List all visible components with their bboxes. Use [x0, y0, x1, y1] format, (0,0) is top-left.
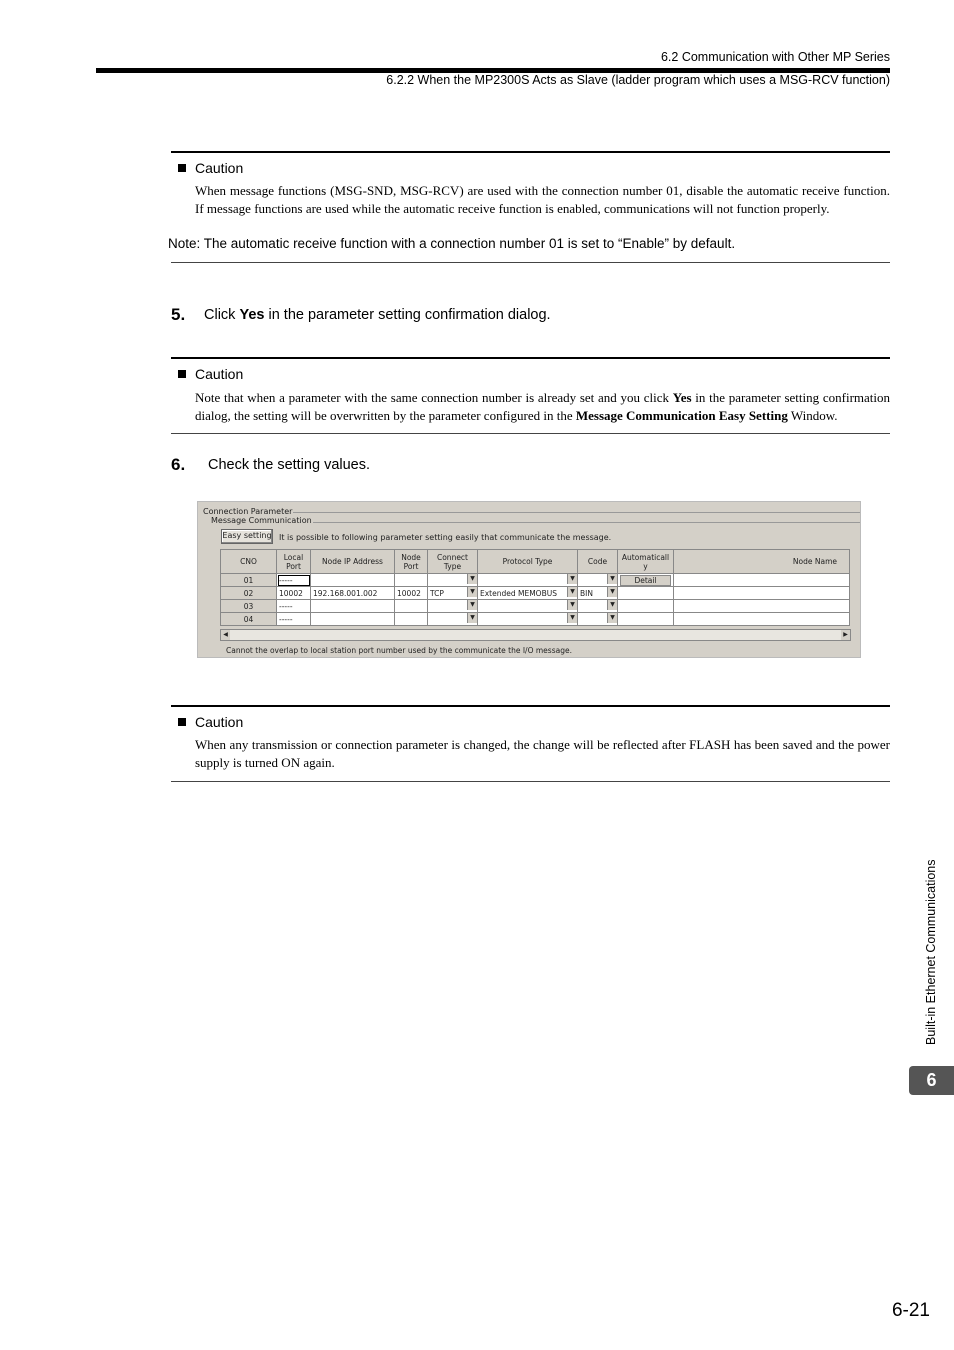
dropdown-arrow-icon[interactable]: ▼ [567, 574, 577, 584]
header-section: 6.2 Communication with Other MP Series [660, 50, 890, 64]
row-auto [618, 613, 674, 626]
row-code[interactable] [578, 587, 618, 600]
caution2-bold-a: Yes [672, 390, 692, 405]
col-node-port: Node Port [395, 550, 428, 574]
bullet-square-icon [178, 718, 186, 726]
step5-pre: Click [204, 307, 240, 323]
row-node-name[interactable] [674, 574, 850, 587]
note-text: Note: The automatic receive function with a connection number 01 is set to “Enable” by default. [168, 236, 736, 251]
row-ip[interactable] [311, 600, 395, 613]
col-node-ip: Node IP Address [311, 550, 395, 574]
row-node-name[interactable] [674, 613, 850, 626]
row-code-value: BIN [580, 588, 593, 598]
caution3-top-rule [171, 705, 890, 707]
row-node-name[interactable] [674, 600, 850, 613]
row-protocol-value: Extended MEMOBUS [480, 588, 557, 598]
row-node-port[interactable] [395, 600, 428, 613]
table-row [221, 600, 850, 613]
col-code: Code [578, 550, 618, 574]
row-protocol[interactable] [478, 600, 578, 613]
caution1-bottom-rule [171, 262, 890, 263]
row-connect-type[interactable] [428, 613, 478, 626]
easy-setting-hint: It is possible to following parameter setting easily that communicate the message. [279, 533, 612, 542]
dropdown-arrow-icon[interactable]: ▼ [607, 574, 617, 584]
dropdown-arrow-icon[interactable]: ▼ [607, 600, 617, 610]
caution2-title: Caution [195, 366, 244, 382]
row-protocol[interactable] [478, 574, 578, 587]
caution3-title: Caution [195, 714, 244, 730]
step6-text: Check the setting values. [208, 457, 371, 473]
table-header-row [221, 550, 850, 574]
caution2-text [195, 389, 890, 425]
dropdown-arrow-icon[interactable]: ▼ [467, 574, 477, 584]
col-node-name: Node Name [674, 550, 850, 574]
group-inner-label: Message Communication [211, 516, 312, 525]
row-cno: 03 [221, 600, 277, 613]
row-code[interactable] [578, 574, 618, 587]
col-connect-type: Connect Type [428, 550, 478, 574]
horizontal-scrollbar[interactable] [220, 629, 851, 641]
dropdown-arrow-icon[interactable]: ▼ [567, 587, 577, 597]
caution2-bold-b: Message Communication Easy Setting [575, 408, 788, 423]
caution3-heading [178, 714, 243, 730]
row-local-port[interactable]: ----- [277, 600, 311, 613]
chapter-tab: 6 [909, 1066, 954, 1095]
row-cno: 04 [221, 613, 277, 626]
row-node-port[interactable] [395, 613, 428, 626]
row-connect-type[interactable] [428, 587, 478, 600]
dropdown-arrow-icon[interactable]: ▼ [467, 613, 477, 623]
row-ip[interactable] [311, 574, 395, 587]
table-row [221, 574, 850, 587]
col-local-port: Local Port [277, 550, 311, 574]
caution3-text: When any transmission or connection parameter is changed, the change will be reflected after FLASH has been saved and the power supply is turned ON again. [195, 737, 890, 770]
connection-parameter-screenshot [197, 501, 861, 658]
row-auto [618, 574, 674, 587]
row-protocol[interactable] [478, 613, 578, 626]
row-local-port[interactable]: ----- [277, 613, 311, 626]
dropdown-arrow-icon[interactable]: ▼ [467, 600, 477, 610]
detail-button[interactable]: Detail [620, 575, 671, 586]
header-subsection: 6.2.2 When the MP2300S Acts as Slave (ladder program which uses a MSG-RCV function) [386, 73, 890, 87]
col-protocol-type: Protocol Type [478, 550, 578, 574]
table-row [221, 587, 850, 600]
caution2-text-b: in the parameter setting confirmation dialog, the setting will be overwritten by the parameter configured in the [195, 390, 891, 423]
row-auto [618, 587, 674, 600]
caution2-text-c: Window. [787, 408, 838, 423]
row-connect-type[interactable] [428, 600, 478, 613]
group-outer-line [202, 512, 861, 513]
row-ip[interactable] [311, 613, 395, 626]
caution1-text: When message functions (MSG-SND, MSG-RCV) are used with the connection number 01, disable the automatic receive function. If message functions are used while the automatic receive function is enabled, communications will not function properly. [195, 183, 890, 216]
row-node-port[interactable] [395, 574, 428, 587]
row-connect-type[interactable] [428, 574, 478, 587]
scroll-left-icon[interactable]: ◀ [221, 630, 230, 640]
row-protocol[interactable] [478, 587, 578, 600]
row-connect-value: TCP [430, 588, 444, 598]
row-node-port[interactable]: 10002 [395, 587, 428, 600]
caution1-heading [178, 160, 243, 176]
dropdown-arrow-icon[interactable]: ▼ [607, 613, 617, 623]
dropdown-arrow-icon[interactable]: ▼ [567, 600, 577, 610]
col-cno: CNO [221, 550, 277, 574]
caution2-text-a: Note that when a parameter with the same connection number is already set and you click [195, 390, 673, 405]
row-auto [618, 600, 674, 613]
dropdown-arrow-icon[interactable]: ▼ [467, 587, 477, 597]
group-outer-label: Connection Parameter [203, 507, 293, 516]
row-local-port[interactable]: ----- [277, 574, 311, 587]
page-number: 6-21 [891, 1300, 930, 1321]
status-message: Cannot the overlap to local station port number used by the communicate the I/O message. [226, 646, 572, 655]
caution2-top-rule [171, 357, 890, 359]
chapter-side-label: Built-in Ethernet Communications [924, 859, 938, 1045]
caution3-bottom-rule [171, 781, 890, 782]
row-ip[interactable]: 192.168.001.002 [311, 587, 395, 600]
step5-text [204, 307, 551, 323]
row-code[interactable] [578, 613, 618, 626]
dropdown-arrow-icon[interactable]: ▼ [567, 613, 577, 623]
col-automatically: Automaticall y [618, 550, 674, 574]
bullet-square-icon [178, 370, 186, 378]
row-cno: 02 [221, 587, 277, 600]
step6-number: 6. [171, 455, 186, 474]
bullet-square-icon [178, 164, 186, 172]
row-cno: 01 [221, 574, 277, 587]
row-node-name[interactable] [674, 587, 850, 600]
step5-bold: Yes [239, 307, 265, 323]
row-local-port[interactable]: 10002 [277, 587, 311, 600]
easy-setting-button[interactable]: Easy setting [221, 529, 273, 544]
connection-table [220, 549, 850, 626]
caution2-heading [178, 366, 243, 382]
caution1-title: Caution [195, 160, 244, 176]
step5-number: 5. [171, 305, 186, 324]
caution2-bottom-rule [171, 433, 890, 434]
row-code[interactable] [578, 600, 618, 613]
step5-post: in the parameter setting confirmation dialog. [264, 307, 551, 323]
dropdown-arrow-icon[interactable]: ▼ [607, 587, 617, 597]
table-row [221, 613, 850, 626]
scroll-right-icon[interactable]: ▶ [841, 630, 850, 640]
caution1-top-rule [171, 151, 890, 153]
